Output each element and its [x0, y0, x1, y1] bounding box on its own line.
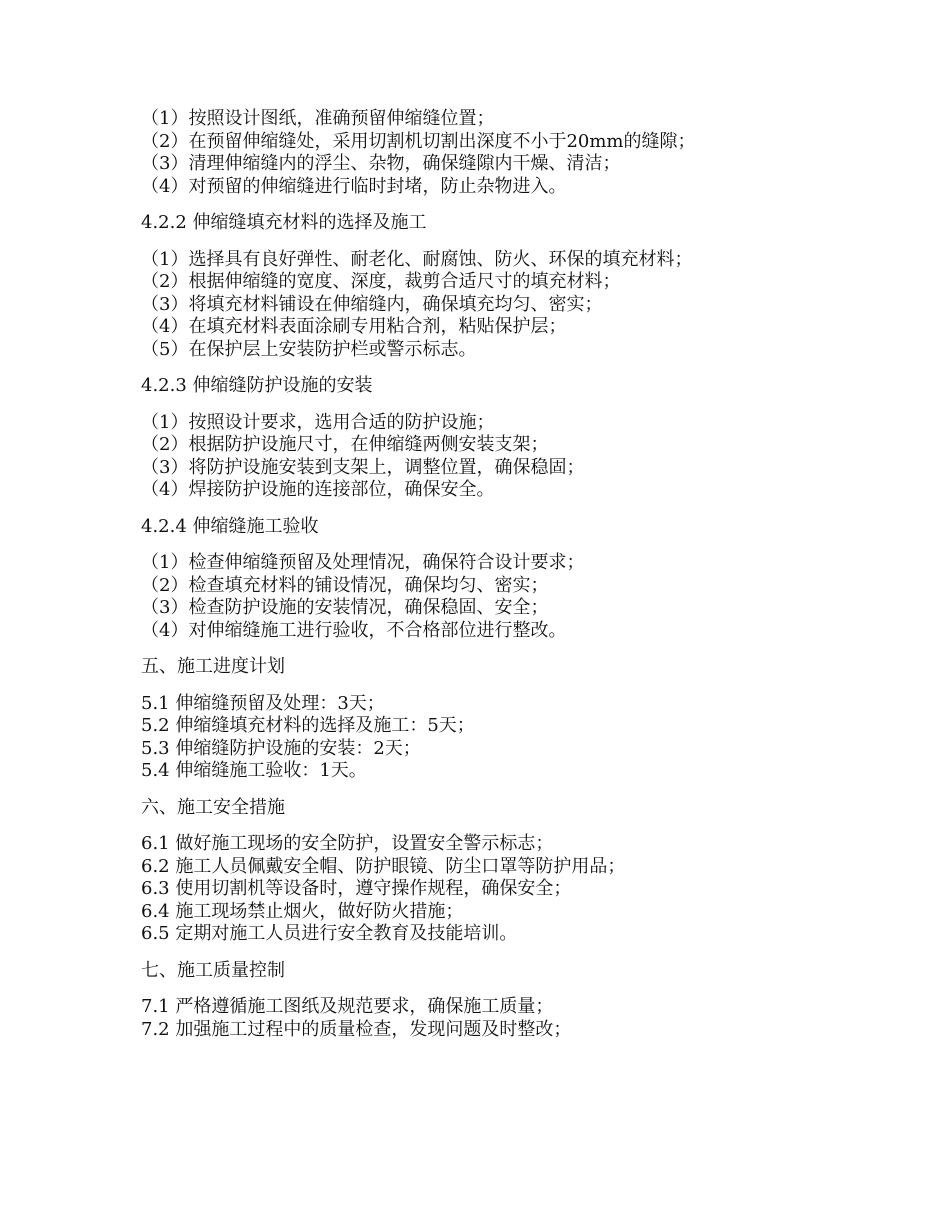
list-item: （2）根据防护设施尺寸，在伸缩缝两侧安装支架； — [141, 434, 549, 455]
list-item: （4）对伸缩缝施工进行验收，不合格部位进行整改。 — [141, 619, 567, 641]
section-heading-4-2-3: 4.2.3 伸缩缝防护设施的安装 — [141, 375, 373, 396]
section-heading-7: 七、施工质量控制 — [141, 959, 285, 981]
list-item: （3）清理伸缩缝内的浮尘、杂物，确保缝隙内干燥、清洁； — [141, 153, 621, 174]
list-item: 7.2 加强施工过程中的质量检查，发现问题及时整改； — [141, 1018, 572, 1040]
list-item: （1）检查伸缩缝预留及处理情况，确保符合设计要求； — [141, 552, 585, 573]
section-7-list — [141, 996, 921, 1041]
section-4-2-2-list — [141, 249, 921, 362]
list-item: （3）检查防护设施的安装情况，确保稳固、安全； — [141, 597, 549, 618]
list-item: 5.4 伸缩缝施工验收：1天。 — [141, 760, 367, 781]
list-item: 6.4 施工现场禁止烟火，做好防火措施； — [141, 900, 464, 922]
list-item: （2）检查填充材料的铺设情况，确保均匀、密实； — [141, 574, 549, 596]
document-body — [141, 108, 921, 1041]
section-heading-4-2-4: 4.2.4 伸缩缝施工验收 — [141, 515, 319, 537]
list-item: 6.1 做好施工现场的安全防护，设置安全警示标志； — [141, 833, 554, 854]
list-item: 6.5 定期对施工人员进行安全教育及技能培训。 — [141, 923, 518, 944]
list-item: （2）在预留伸缩缝处，采用切割机切割出深度不小于20mm的缝隙； — [141, 130, 696, 152]
list-item: （2）根据伸缩缝的宽度、深度，裁剪合适尺寸的填充材料； — [141, 271, 621, 292]
section-4-2-4-list — [141, 552, 921, 642]
list-item: （4）在填充材料表面涂刷专用粘合剂，粘贴保护层； — [141, 316, 567, 337]
list-item: 5.3 伸缩缝防护设施的安装：2天； — [141, 737, 421, 759]
list-item: （5）在保护层上安装防护栏或警示标志。 — [141, 338, 477, 360]
list-item: 7.1 严格遵循施工图纸及规范要求，确保施工质量； — [141, 996, 554, 1017]
list-item: 5.1 伸缩缝预留及处理：3天； — [141, 692, 385, 714]
section-heading-6: 六、施工安全措施 — [141, 796, 285, 818]
list-item: （4）焊接防护设施的连接部位，确保安全。 — [141, 479, 495, 500]
list-item: 6.2 施工人员佩戴安全帽、防护眼镜、防尘口罩等防护用品； — [141, 855, 626, 877]
section-4-2-1-list — [141, 108, 921, 198]
list-item: 5.2 伸缩缝填充材料的选择及施工：5天； — [141, 715, 475, 736]
list-item: （1）选择具有良好弹性、耐老化、耐腐蚀、防火、环保的填充材料； — [141, 248, 693, 270]
section-4-2-3-list — [141, 412, 921, 502]
list-item: （4）对预留的伸缩缝进行临时封堵，防止杂物进入。 — [141, 175, 567, 197]
list-item: 6.3 使用切割机等设备时，遵守操作规程，确保安全； — [141, 878, 572, 899]
section-6-list — [141, 833, 921, 946]
list-item: （1）按照设计图纸，准确预留伸缩缝位置； — [141, 108, 495, 129]
list-item: （3）将填充材料铺设在伸缩缝内，确保填充均匀、密实； — [141, 293, 603, 315]
section-5-list — [141, 693, 921, 783]
list-item: （1）按照设计要求，选用合适的防护设施； — [141, 411, 495, 433]
section-heading-4-2-2: 4.2.2 伸缩缝填充材料的选择及施工 — [141, 212, 427, 233]
section-heading-5: 五、施工进度计划 — [141, 656, 285, 677]
list-item: （3）将防护设施安装到支架上，调整位置，确保稳固； — [141, 456, 585, 478]
